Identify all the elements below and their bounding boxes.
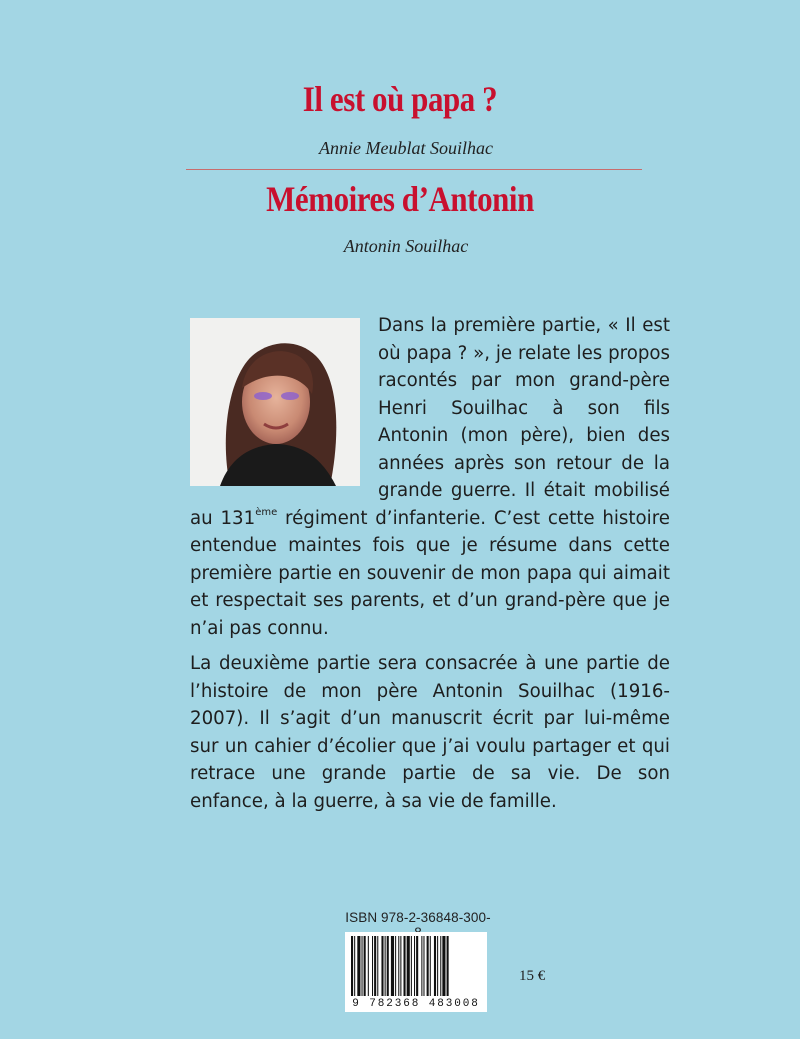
- barcode-bar: [374, 936, 376, 996]
- author-name-2: Antonin Souilhac: [343, 236, 469, 256]
- barcode-bar: [416, 936, 418, 996]
- barcode-bar: [395, 936, 396, 996]
- ordinal-suffix: ème: [255, 506, 278, 518]
- barcode-bar: [377, 936, 378, 996]
- barcode-bar: [427, 936, 429, 996]
- barcode-bar: [351, 936, 353, 996]
- barcode-bar: [430, 936, 431, 996]
- blurb-p1-start: Dans la première partie, « Il est où papa ? », je relate les propos racontés par mon grand-père Henri Souilhac à son fils Antonin (mon père), bien des années après son retour de la grande guerre. Il était mobilisé au 131: [190, 315, 670, 529]
- author-name-1: Annie Meublat Souilhac: [319, 138, 493, 158]
- barcode-bar: [423, 936, 424, 996]
- barcode-bar: [437, 936, 438, 996]
- barcode-bar: [404, 936, 406, 996]
- book-title-1: Il est où papa ?: [302, 79, 498, 119]
- barcode-bar: [387, 936, 389, 996]
- barcode-bar: [411, 936, 412, 996]
- barcode-bar: [385, 936, 386, 996]
- barcode-bar: [357, 936, 360, 996]
- barcode-bar: [398, 936, 399, 996]
- blurb-paragraph-2: La deuxième partie sera consacrée à une partie de l’histoire de mon père Antonin Souilhac (1916-2007). Il s’agit d’un manuscrit écrit par lui-même sur un cahier d’écolier que j’ai voulu partager et qui retrace une grande partie de sa vie. De son enfance, à la guerre, à sa vie de famille.: [190, 653, 670, 812]
- barcode-bar: [362, 936, 363, 996]
- barcode-bar: [440, 936, 441, 996]
- book-title-2: Mémoires d’Antonin: [266, 179, 534, 219]
- barcode: [345, 932, 487, 1012]
- barcode-bar: [407, 936, 410, 996]
- blurb-p1-end: régiment d’infanterie. C’est cette histoire entendue maintes fois que je résume dans cette première partie en souvenir de mon papa qui aimait et respectait ses parents, et d’un grand-père que je n’ai pas connu.: [190, 507, 670, 639]
- photo-spacer: [190, 312, 378, 504]
- barcode-bar: [381, 936, 383, 996]
- price: 15 €: [519, 968, 546, 984]
- barcode-bars: [345, 932, 487, 1000]
- barcode-bar: [447, 936, 449, 996]
- isbn-label: ISBN 978-2-36848-300-: [345, 910, 491, 925]
- barcode-bar: [354, 936, 355, 996]
- barcode-bar: [434, 936, 436, 996]
- barcode-bar: [364, 936, 366, 996]
- barcode-digits: 9 782368 483008: [345, 998, 487, 1010]
- back-cover-blurb: [190, 312, 670, 815]
- barcode-bar: [368, 936, 369, 996]
- barcode-bar: [391, 936, 394, 996]
- barcode-bar: [372, 936, 373, 996]
- title-divider: [186, 169, 642, 170]
- barcode-bar: [400, 936, 401, 996]
- barcode-bar: [421, 936, 422, 996]
- barcode-bar: [414, 936, 415, 996]
- barcode-bar: [442, 936, 445, 996]
